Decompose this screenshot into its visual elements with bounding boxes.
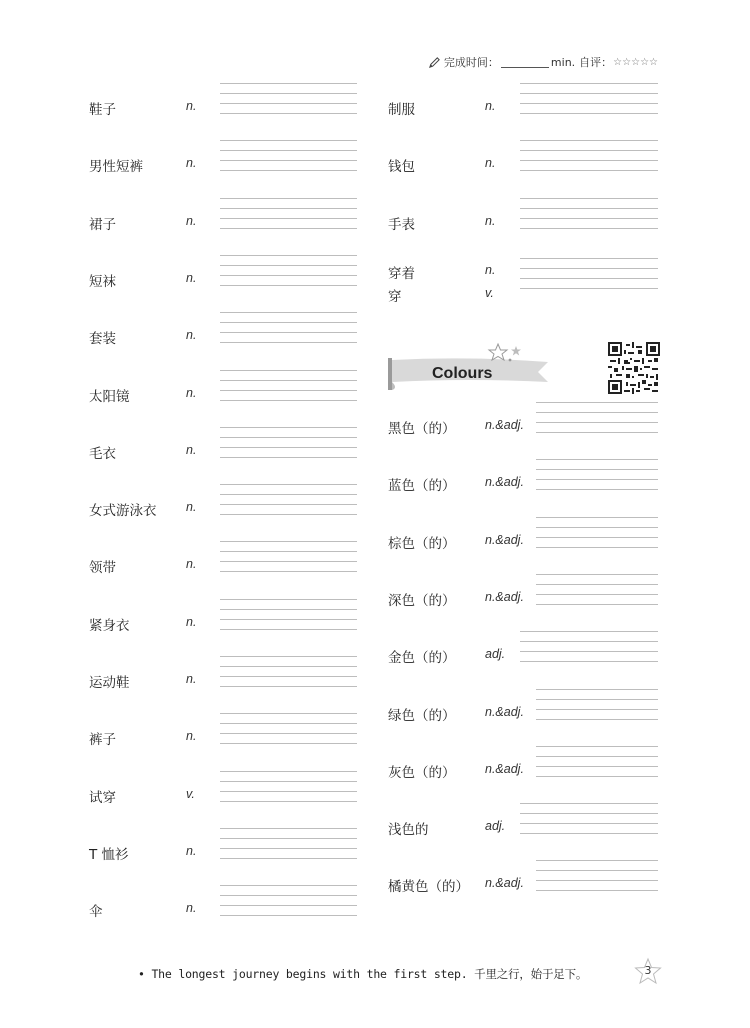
vocab-word: 裤子	[89, 732, 116, 749]
vocab-pos: n.&adj.	[485, 876, 524, 891]
colour-row	[388, 761, 658, 801]
vocab-pos: n.	[186, 729, 197, 744]
vocab-pos: n.	[186, 270, 197, 285]
vocab-pos: n.&adj.	[485, 761, 524, 776]
colour-row	[388, 589, 658, 629]
vocab-pos: n.	[186, 213, 197, 228]
vocab-word: 棕色（的）	[388, 535, 456, 552]
rating-stars: ☆☆☆☆☆	[613, 56, 658, 68]
vocab-word: 浅色的	[388, 822, 429, 839]
vocab-row	[388, 213, 658, 253]
vocab-word: 蓝色（的）	[388, 478, 456, 495]
vocab-pos: n.	[485, 213, 496, 228]
writing-lines[interactable]	[220, 140, 357, 180]
vocab-word: 太阳镜	[89, 388, 130, 405]
vocab-word: 灰色（的）	[388, 764, 456, 781]
vocab-row	[89, 98, 357, 138]
time-blank[interactable]	[501, 57, 549, 68]
vocab-pos: v.	[485, 286, 494, 300]
vocab-pos: adj.	[485, 647, 506, 662]
vocab-pos: n.	[186, 843, 197, 858]
vocab-word: 鞋子	[89, 102, 116, 118]
writing-lines[interactable]	[520, 140, 658, 180]
page-number-badge	[633, 957, 663, 987]
vocab-word: 手表	[388, 216, 415, 233]
writing-lines[interactable]	[520, 198, 658, 238]
header-bar	[428, 54, 658, 70]
writing-lines[interactable]	[536, 574, 658, 614]
writing-lines[interactable]	[520, 803, 658, 843]
vocab-pos: n.	[186, 328, 197, 343]
vocab-pos: n.&adj.	[485, 532, 524, 547]
vocab-word: 深色（的）	[388, 592, 456, 609]
writing-lines[interactable]	[520, 83, 658, 123]
colour-row	[388, 704, 658, 744]
writing-lines[interactable]	[220, 771, 357, 811]
colour-row	[388, 875, 658, 915]
colour-row	[388, 532, 658, 572]
qr-code[interactable]	[608, 342, 660, 394]
vocab-word: 穿着	[388, 266, 415, 282]
vocab-pos: n.	[485, 263, 496, 277]
writing-lines[interactable]	[536, 689, 658, 729]
vocab-row	[89, 499, 357, 539]
vocab-pos: n.	[186, 500, 197, 515]
vocab-row	[89, 728, 357, 768]
vocab-row	[89, 671, 357, 711]
vocab-word: 裙子	[89, 216, 116, 233]
vocab-row	[89, 442, 357, 482]
writing-lines[interactable]	[220, 713, 357, 753]
vocab-row	[89, 786, 357, 826]
rating-label: 自评：	[579, 56, 613, 69]
vocab-pos: n.	[186, 156, 197, 171]
time-unit: min.	[550, 55, 576, 69]
vocab-row	[388, 98, 658, 138]
vocab-word: 紧身衣	[89, 617, 130, 634]
vocab-word: 制服	[388, 102, 415, 118]
writing-lines[interactable]	[536, 459, 658, 499]
colour-row	[388, 646, 658, 686]
colour-row	[388, 417, 658, 457]
writing-lines[interactable]	[220, 255, 357, 295]
vocab-row	[89, 614, 357, 654]
vocab-pos: n.	[186, 901, 197, 916]
vocab-word: 钱包	[388, 159, 415, 176]
vocab-row	[89, 843, 357, 883]
vocab-pos: n.	[186, 99, 197, 113]
writing-lines[interactable]	[220, 828, 357, 868]
writing-lines[interactable]	[220, 312, 357, 352]
colour-row	[388, 818, 658, 858]
vocab-row	[89, 270, 357, 310]
vocab-pos: n.	[485, 156, 496, 171]
vocab-row	[89, 327, 357, 367]
time-label: 完成时间：	[443, 56, 499, 69]
vocab-pos: n.	[186, 385, 197, 400]
vocab-pos: n.	[186, 672, 197, 686]
pencil-icon	[428, 56, 441, 69]
vocab-word: 黑色（的）	[388, 421, 456, 437]
vocab-row	[89, 900, 357, 940]
writing-lines[interactable]	[220, 656, 357, 696]
page-number: 3	[644, 964, 652, 977]
section-title-colours: Colours	[432, 365, 493, 382]
vocab-word: 毛衣	[89, 445, 116, 462]
vocab-pos: n.	[186, 442, 197, 457]
writing-lines[interactable]	[220, 83, 357, 123]
vocab-pos: n.	[186, 557, 197, 572]
vocab-pos: n.&adj.	[485, 475, 524, 490]
vocab-word: 运动鞋	[89, 675, 130, 691]
vocab-row	[388, 155, 658, 195]
writing-lines[interactable]	[536, 402, 658, 442]
vocab-word: 绿色（的）	[388, 707, 456, 724]
footer-quote: • The longest journey begins with the first step. 千里之行，始于足下。	[138, 967, 588, 981]
vocab-pos: n.&adj.	[485, 589, 524, 604]
star-decoration-icon	[489, 344, 521, 361]
writing-lines[interactable]	[536, 860, 658, 900]
vocab-word: 短袜	[89, 273, 116, 290]
vocab-pos: n.&adj.	[485, 418, 524, 432]
writing-lines[interactable]	[520, 631, 658, 671]
vocab-word: 女式游泳衣	[89, 503, 157, 520]
vocab-pos: adj.	[485, 819, 506, 834]
writing-lines[interactable]	[220, 484, 357, 524]
vocab-word: 伞	[89, 904, 103, 921]
writing-lines[interactable]	[520, 258, 658, 298]
vocab-word: 金色（的）	[388, 650, 456, 667]
vocab-word: 套装	[89, 331, 116, 348]
vocab-word: 试穿	[89, 789, 116, 806]
writing-lines[interactable]	[220, 370, 357, 410]
writing-lines[interactable]	[220, 599, 357, 639]
colour-row	[388, 474, 658, 514]
vocab-word: 穿	[388, 289, 402, 305]
vocab-pos: n.&adj.	[485, 704, 524, 719]
vocab-pos: n.	[485, 99, 496, 113]
writing-lines[interactable]	[220, 427, 357, 467]
vocab-row	[89, 385, 357, 425]
vocab-word: 橘黄色（的）	[388, 879, 469, 896]
vocab-row	[89, 556, 357, 596]
writing-lines[interactable]	[220, 885, 357, 925]
vocab-pos: v.	[186, 786, 195, 801]
vocab-row	[89, 155, 357, 195]
vocab-word: 领带	[89, 560, 116, 577]
vocab-row	[89, 213, 357, 253]
vocab-pos: n.	[186, 614, 197, 629]
vocab-row-dual	[388, 262, 660, 307]
vocab-word: 男性短裤	[89, 159, 143, 176]
writing-lines[interactable]	[220, 541, 357, 581]
writing-lines[interactable]	[536, 517, 658, 557]
writing-lines[interactable]	[536, 746, 658, 786]
writing-lines[interactable]	[220, 198, 357, 238]
vocab-word: T 恤衫	[89, 846, 129, 863]
